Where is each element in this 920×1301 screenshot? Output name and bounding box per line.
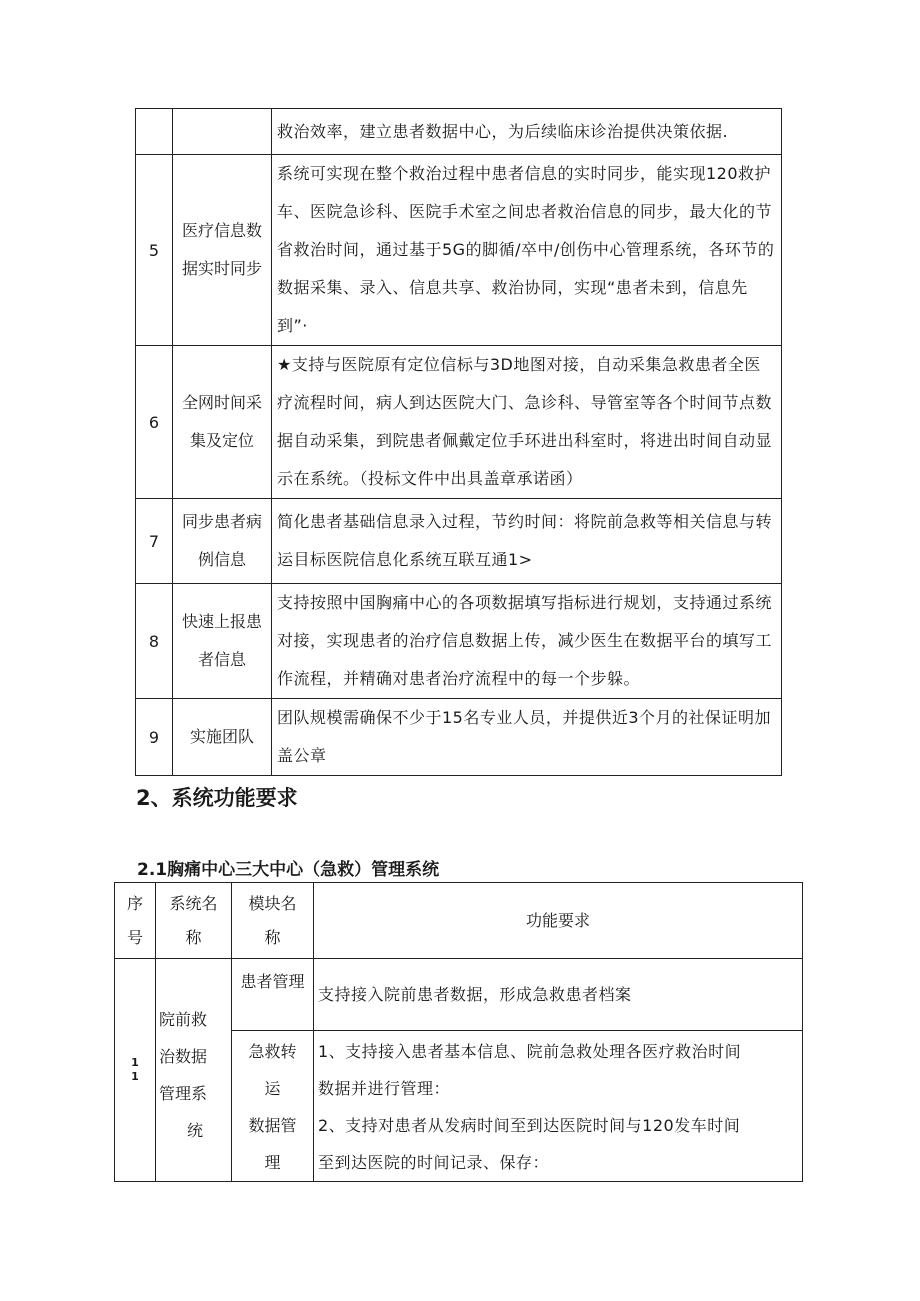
row-number: 8 [136, 584, 173, 699]
requirement-line: 数据并进行管理： [318, 1079, 451, 1098]
row-system-name [156, 959, 232, 1182]
header-seq [115, 883, 156, 959]
header-seq-line: 序 [126, 893, 143, 913]
item-name: 快速上报患者信息 [173, 584, 272, 699]
item-name: 同步患者病例信息 [173, 499, 272, 584]
header-seq-line: 号 [126, 927, 143, 947]
row-seq-line: 1 [131, 1070, 139, 1083]
requirements-table [135, 108, 782, 776]
row-system-line: 院前救 [159, 1010, 208, 1029]
header-system-line: 系统名 [169, 893, 218, 913]
table-row [136, 699, 782, 776]
row-number: 7 [136, 499, 173, 584]
item-name: 医疗信息数据实时同步 [173, 155, 272, 346]
item-name [173, 109, 272, 155]
header-module-line: 模块名 [248, 893, 297, 913]
row-number [136, 109, 173, 155]
table-row [136, 346, 782, 499]
module-requirements [314, 959, 803, 1031]
requirement-line: 2、支持对患者从发病时间至到达医院时间与120发车时间 [318, 1116, 741, 1135]
item-description: 支持按照中国胸痛中心的各项数据填写指标进行规划，支持通过系统对接，实现患者的治疗信息数据上传，减少医生在数据平台的填写工作流程，并精确对患者治疗流程中的每一个步躲。 [272, 584, 782, 699]
header-system-line: 称 [185, 927, 202, 947]
requirement-line: 支持接入院前患者数据，形成急救患者档案 [318, 985, 632, 1004]
row-system-line: 治数据 [159, 1047, 208, 1066]
item-description: 救治效率，建立患者数据中心，为后续临床诊治提供决策依据. [272, 109, 782, 155]
item-name: 实施团队 [173, 699, 272, 776]
header-module [232, 883, 314, 959]
table-row [115, 959, 803, 1031]
module-requirements [314, 1031, 803, 1182]
module-name [232, 1031, 314, 1182]
module-name-line: 数据管 [248, 1116, 297, 1135]
header-function: 功能要求 [314, 883, 803, 959]
section-heading: 2、系统功能要求 [136, 786, 298, 810]
row-system-line: 管理系 [159, 1084, 208, 1103]
item-description: 团队规模需确保不少于15名专业人员，并提供近3个月的社保证明加盖公章 [272, 699, 782, 776]
header-module-line: 称 [264, 927, 281, 947]
module-name-line: 理 [264, 1153, 281, 1172]
subsection-heading: 2.1胸痛中心三大中心（急救）管理系统 [137, 860, 440, 880]
table-row [136, 499, 782, 584]
requirement-line: 1、支持接入患者基本信息、院前急救处理各医疗救治时间 [318, 1042, 742, 1061]
requirement-line: 至到达医院的时间记录、保存： [318, 1153, 550, 1172]
row-number: 5 [136, 155, 173, 346]
item-name: 全网时间采集及定位 [173, 346, 272, 499]
module-name [232, 959, 314, 1031]
item-description: 简化患者基础信息录入过程，节约时间：将院前急救等相关信息与转运目标医院信息化系统互联互通1> [272, 499, 782, 584]
header-system [156, 883, 232, 959]
module-name-line: 急救转 [248, 1042, 297, 1061]
module-name-line: 患者管理 [240, 972, 305, 991]
module-name-line: 运 [264, 1079, 281, 1098]
row-seq-line: 1 [131, 1056, 139, 1069]
table-row [136, 109, 782, 155]
table-header-row [115, 883, 803, 959]
table-row [136, 584, 782, 699]
item-description: 系统可实现在整个救治过程中患者信息的实时同步，能实现120救护车、医院急诊科、医院手术室之间忠者救治信息的同步，最大化的节省救治时间，通过基于5G的脚循/卒中/创伤中心管理系统，各环节的数据采集、录入、信息共享、救治协同，实现“患者未到，信息先到”· [272, 155, 782, 346]
function-table [114, 882, 803, 1182]
row-system-line: 统 [186, 1121, 203, 1140]
row-number: 9 [136, 699, 173, 776]
row-seq [115, 959, 156, 1182]
item-description: ★支持与医院原有定位信标与3D地图对接，自动采集急救患者全医疗流程时间，病人到达医院大门、急诊科、导管室等各个时间节点数据自动采集，到院患者佩戴定位手环进出科室时，将进出时间自动显示在系统。（投标文件中出具盖章承诺函） [272, 346, 782, 499]
table-row [136, 155, 782, 346]
row-number: 6 [136, 346, 173, 499]
